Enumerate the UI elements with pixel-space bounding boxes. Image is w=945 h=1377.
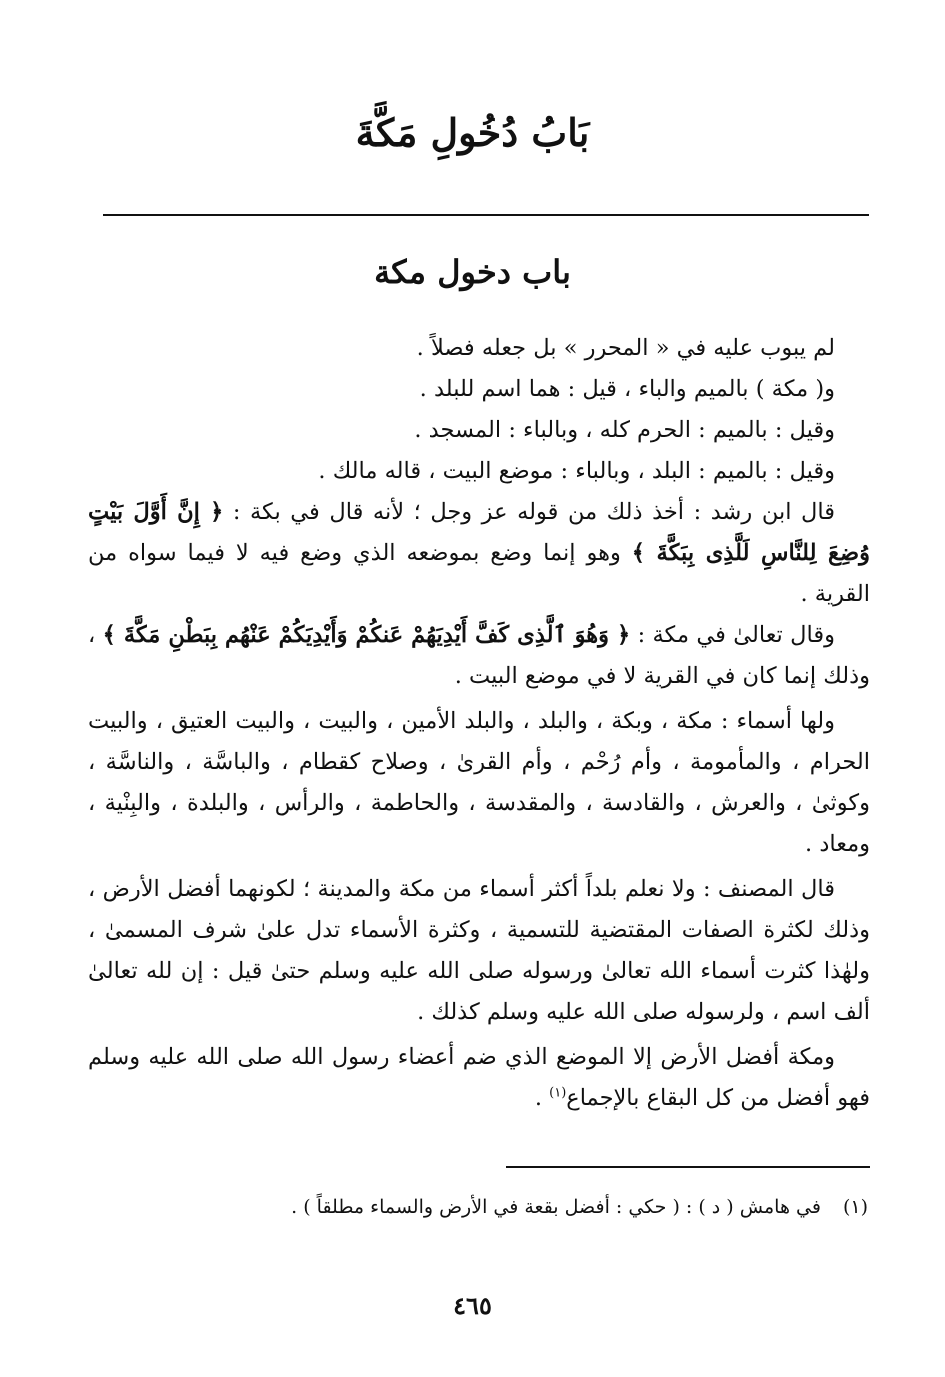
- paragraph-6-before: وقال تعالىٰ في مكة :: [630, 622, 835, 648]
- paragraph-4: وقيل : بالميم : البلد ، وبالباء : موضع البيت ، قاله مالك .: [318, 458, 835, 484]
- footnote: [88, 1192, 868, 1222]
- footnote-text: في هامش ( د ) : ( حكي : أفضل بقعة في الأرض والسماء مطلقاً ) .: [291, 1196, 821, 1218]
- footnote-rule: [506, 1166, 870, 1168]
- paragraph-8: قال المصنف : ولا نعلم بلداً أكثر أسماء من مكة والمدينة ؛ لكونهما أفضل الأرض ، وذلك لكثرة الصفات المقتضية للتسمية ، وكثرة الأسماء تدل علىٰ شرف المسمىٰ ، ولهٰذا كثرت أسماء الله تعالىٰ ورسوله صلى الله عليه وسلم حتىٰ قيل : إن لله تعالىٰ ألف اسم ، ولرسوله صلى الله عليه وسلم كذلك .: [88, 876, 870, 1025]
- paragraph-5-before: قال ابن رشد : أخذ ذلك من قوله عز وجل ؛ لأنه قال في بكة :: [223, 499, 835, 525]
- header-rule: [103, 214, 869, 216]
- body-text: [88, 328, 870, 1119]
- quran-verse-1: ﴿ إِنَّ أَوَّلَ بَيْتٍ وُضِعَ لِلنَّاسِ لَلَّذِى بِبَكَّةَ ﴾: [88, 499, 870, 566]
- paragraph-7: ولها أسماء : مكة ، وبكة ، والبلد ، والبلد الأمين ، والبيت ، والبيت العتيق ، والبيت الحرام ، والمأمومة ، وأم رُحْم ، وأم القرىٰ ، وصلاح كقطام ، والباسَّة ، والناسَّة ، وكوثىٰ ، والعرش ، والقادسة ، والمقدسة ، والحاطمة ، والرأس ، والبلدة ، والبِنْية ، ومعاد .: [88, 708, 870, 857]
- footnote-number: (١): [842, 1196, 868, 1218]
- paragraph-9-text: ومكة أفضل الأرض إلا الموضع الذي ضم أعضاء رسول الله صلى الله عليه وسلم فهو أفضل من كل البقاع بالإجماع: [88, 1044, 870, 1111]
- paragraph-9-after: .: [534, 1085, 550, 1111]
- paragraph-5-after: وهو إنما وضع بموضعه الذي وضع فيه لا فيما سواه من القرية .: [88, 540, 870, 607]
- paragraph-3: وقيل : بالميم : الحرم كله ، وبالباء : المسجد .: [414, 417, 835, 443]
- paragraph-6-after: ، وذلك إنما كان في القرية لا في موضع البيت .: [88, 622, 870, 689]
- paragraph-6: [88, 615, 870, 697]
- running-title: بَابُ دُخُولِ مَكَّةَ: [355, 110, 590, 155]
- chapter-title: باب دخول مكة: [374, 253, 571, 291]
- footnote-marker[interactable]: (١): [549, 1085, 567, 1101]
- paragraph-2: و( مكة ) بالميم والباء ، قيل : هما اسم للبلد .: [419, 376, 835, 402]
- paragraph-5: [88, 492, 870, 615]
- quran-verse-2: ﴿ وَهُوَ ٱلَّذِى كَفَّ أَيْدِيَهُمْ عَنكُمْ وَأَيْدِيَكُمْ عَنْهُم بِبَطْنِ مَكَّةَ ﴾: [102, 622, 631, 648]
- paragraph-1: لم يبوب عليه في « المحرر » بل جعله فصلاً .: [416, 335, 835, 361]
- paragraph-9: [88, 1037, 870, 1119]
- page-number: ٤٦٥: [453, 1291, 492, 1320]
